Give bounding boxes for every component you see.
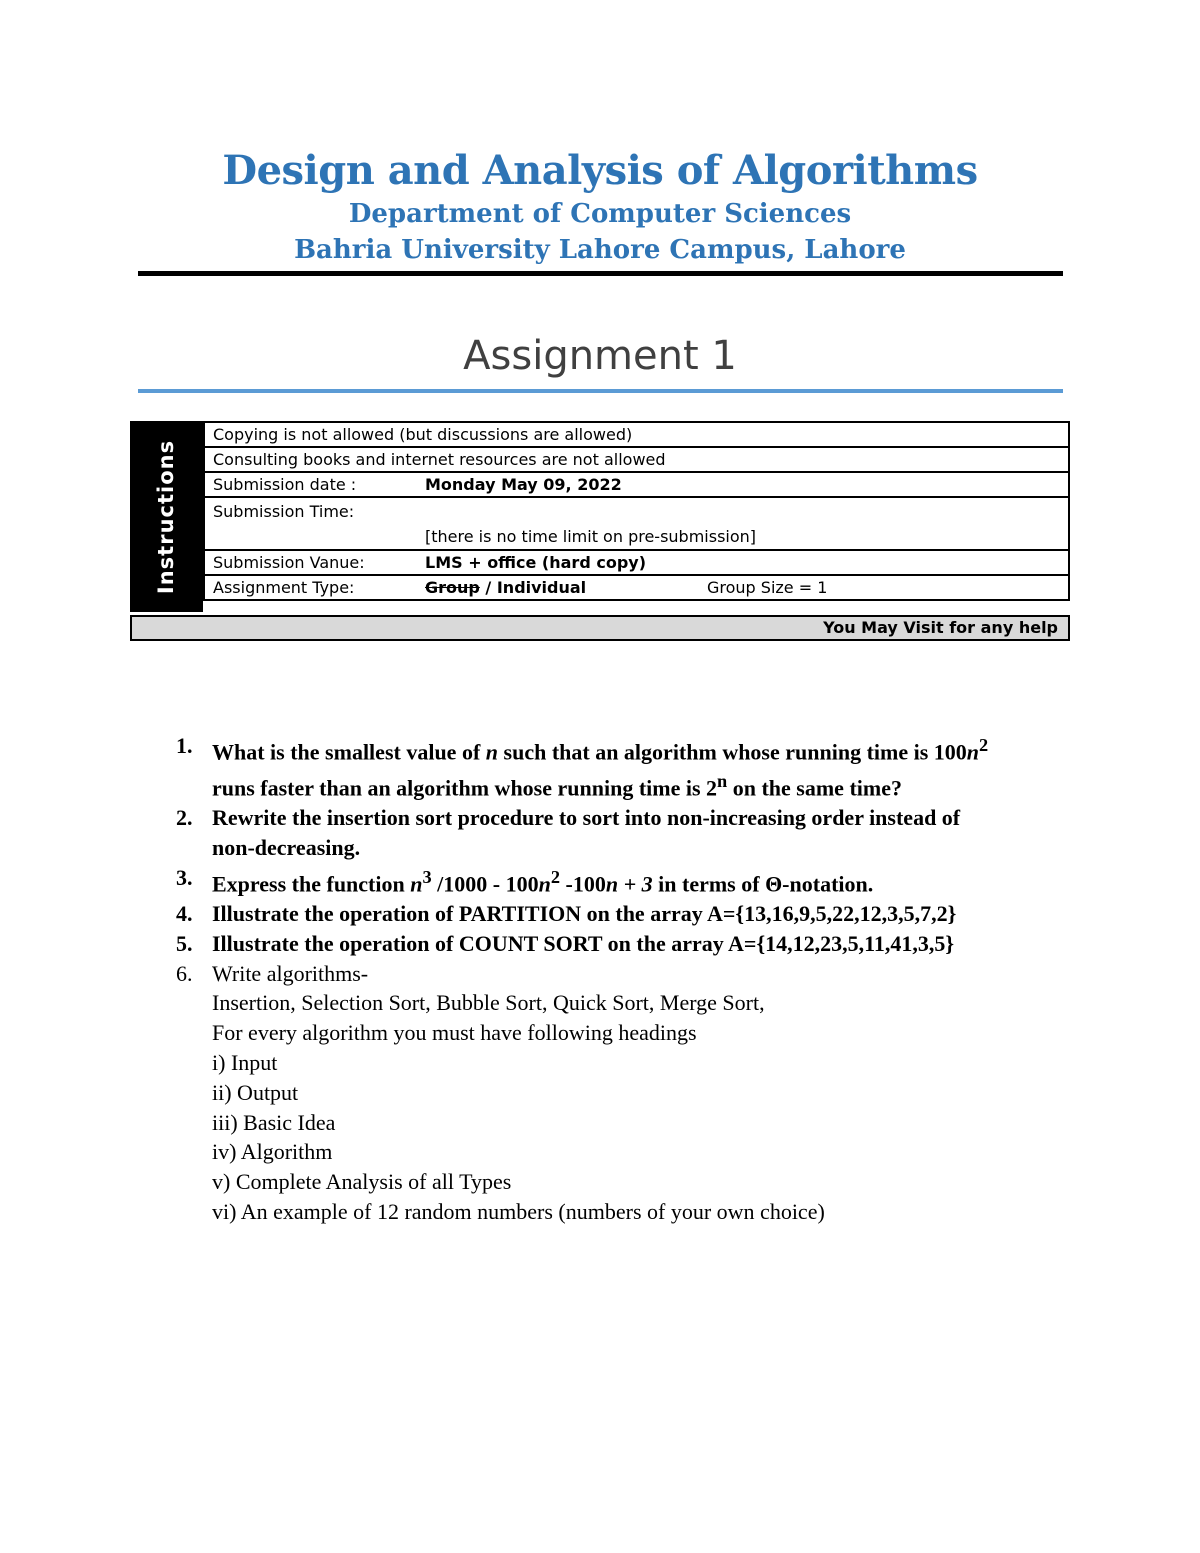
math-variable: n [485,739,499,765]
submission-venue-label: Submission Vanue: [213,553,365,572]
math-expression: + 3 [618,871,653,897]
question-number: 6. [176,960,193,986]
question-text: such that an algorithm whose running time is 100 [498,739,967,765]
math-variable: n [410,871,423,897]
math-exponent: 3 [422,866,432,887]
instruction-row [204,472,1069,497]
heading-item: vi) An example of 12 random numbers (numbers of your own choice) [212,1198,825,1224]
submission-date-value: Monday May 09, 2022 [425,475,622,494]
consulting-rule: Consulting books and internet resources are not allowed [204,447,1069,472]
question-text: /1000 - 100 [431,871,539,897]
instruction-row [204,575,1069,600]
help-text: You May Visit for any help [823,618,1058,637]
instructions-label-text: Instructions [154,439,178,595]
question-text: -100 [560,871,606,897]
document-header [0,146,1200,268]
question-text: non-decreasing. [212,835,361,861]
question-text: on the same time? [727,775,902,801]
question-number: 5. [176,930,193,956]
question-text: Illustrate the operation of COUNT SORT on the array A={14,12,23,5,11,41,3,5} [212,930,955,956]
heading-item: ii) Output [212,1079,299,1105]
header-divider [138,271,1063,276]
heading-item: v) Complete Analysis of all Types [212,1169,512,1195]
assignment-type-separator: / [479,578,497,597]
title-divider [138,389,1063,393]
question-text: What is the smallest value of [212,739,486,765]
question-item [176,731,1056,803]
question-item [176,959,1056,1227]
instructions-side-label [130,421,203,612]
question-text: Illustrate the operation of PARTITION on the array A={13,16,9,5,22,12,3,5,7,2} [212,900,957,926]
question-item [176,863,1056,899]
headings-intro: For every algorithm you must have following headings [212,1020,697,1046]
math-exponent: 2 [550,866,561,887]
instruction-row [204,447,1069,472]
math-variable: n [966,739,980,765]
instruction-row [204,422,1069,447]
question-number: 3. [176,864,193,890]
question-number: 1. [176,733,193,758]
question-text: Express the function [212,871,411,897]
instruction-row [204,550,1069,575]
question-text: in terms of Θ-notation. [652,871,874,897]
submission-date-label: Submission date : [213,475,357,494]
question-list [176,731,1056,1227]
instructions-box [130,421,1070,641]
question-item [176,803,1056,863]
assignment-type-label: Assignment Type: [213,578,355,597]
math-variable: n [538,871,551,897]
question-text: Rewrite the insertion sort procedure to sort into non-increasing order instead of [212,805,961,831]
question-text: Write algorithms- [212,960,369,986]
math-exponent: n [717,771,728,792]
question-item [176,929,1056,959]
assignment-title: Assignment 1 [463,333,737,379]
heading-item: iii) Basic Idea [212,1109,336,1135]
heading-item: i) Input [212,1049,278,1075]
instruction-row [204,497,1069,550]
math-exponent: 2 [979,735,989,755]
assignment-type-individual: Individual [496,578,587,597]
help-bar [130,615,1070,641]
submission-time-label: Submission Time: [213,501,355,521]
instructions-table [203,421,1070,601]
heading-item: iv) Algorithm [212,1139,333,1165]
copying-rule: Copying is not allowed (but discussions are allowed) [204,422,1069,447]
question-item [176,899,1056,929]
department-name: Department of Computer Sciences [348,199,852,229]
submission-venue-value: LMS + office (hard copy) [425,553,647,572]
course-title: Design and Analysis of Algorithms [222,147,978,194]
algorithm-list: Insertion, Selection Sort, Bubble Sort, Quick Sort, Merge Sort, [212,990,765,1016]
question-number: 4. [176,900,193,926]
question-number: 2. [176,805,193,831]
assignment-type-group: Group [425,578,480,597]
question-text: runs faster than an algorithm whose running time is 2 [212,775,718,801]
group-size: Group Size = 1 [707,578,828,597]
submission-time-note: [there is no time limit on pre-submission] [425,526,757,546]
university-name: Bahria University Lahore Campus, Lahore [294,235,906,265]
math-variable: n [605,871,619,897]
